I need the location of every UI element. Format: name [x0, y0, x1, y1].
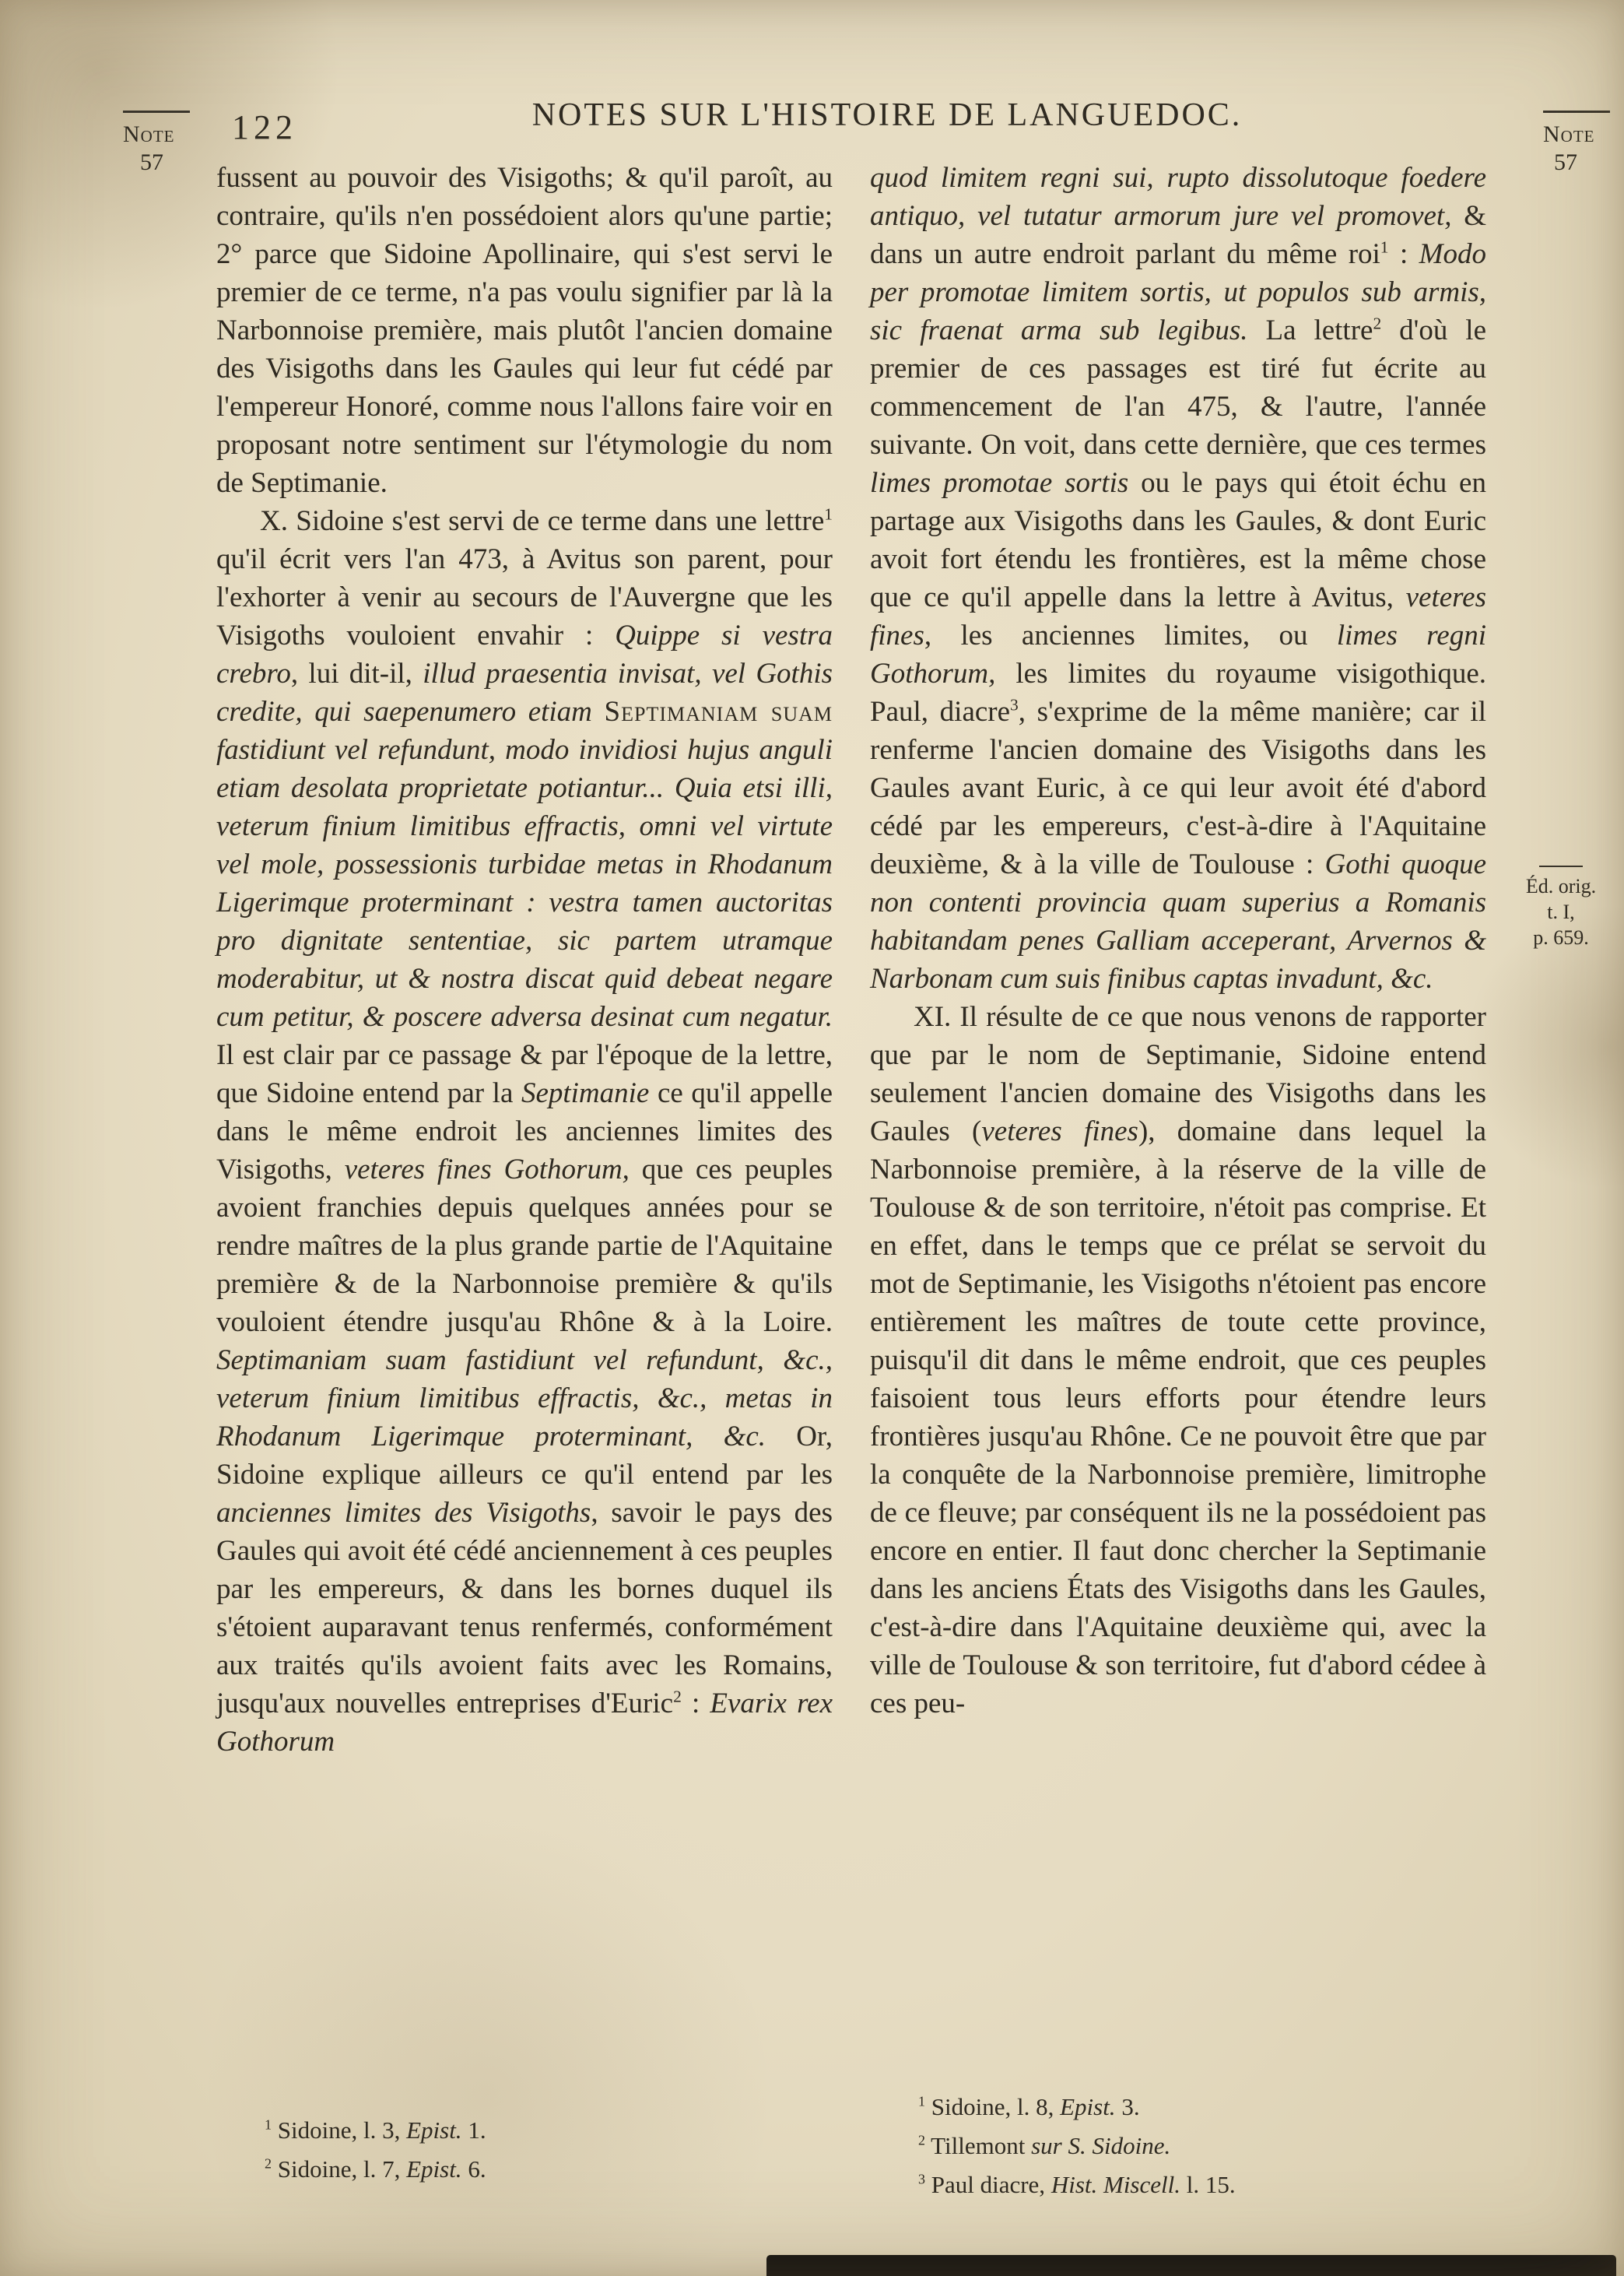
paragraph	[216, 502, 833, 1761]
text-run: , les anciennes limites, ou	[924, 620, 1337, 652]
right-column-text	[870, 159, 1486, 1723]
edition-note-line: t. I,	[1547, 901, 1575, 923]
margin-note-left	[123, 111, 209, 177]
text-run: Il est clair par ce passage & par l'époque de la lettre, que Sidoine entend par la	[216, 1039, 833, 1109]
paragraph	[870, 159, 1486, 998]
italic-text: Hist. Miscell.	[1051, 2171, 1180, 2198]
italic-text: quod limitem regni sui, rupto dissolutoque foedere antiquo, vel tutatur armorum jure vel promovet,	[870, 162, 1486, 232]
text-run: les limites du royaume visigothique. Paul, diacre	[870, 658, 1486, 728]
text-run: 6.	[461, 2155, 486, 2183]
italic-text: Quippe si vestra crebro	[216, 620, 833, 690]
footnote-marker: 3	[1010, 695, 1019, 715]
text-run: Or, Sidoine explique ailleurs ce qu'il entend par les	[216, 1421, 833, 1491]
text-run: XI. Il résulte de ce que nous venons de rapporter que par le nom de Septimanie, Sidoine entend seulement l'ancien domaine des Visigoths dans les Gaules (	[870, 1001, 1486, 1147]
italic-text: illud praesentia invisat, vel Gothis credite, qui saepenumero etiam	[216, 658, 833, 728]
italic-text: anciennes limites des Visigoths	[216, 1497, 591, 1529]
paragraph	[216, 159, 833, 502]
footnote-marker: 2	[265, 2155, 272, 2172]
text-run: d'où le premier de ces passages est tiré fut écrite au commencement de l'an 475, & l'autre, l'année suivante. On voit, dans cette dernière, que ces termes	[870, 314, 1487, 461]
text-run: & dans un autre endroit parlant du même roi	[870, 200, 1486, 270]
italic-text: veteres fines	[870, 581, 1486, 652]
text-run: Paul diacre,	[924, 2171, 1051, 2198]
paragraph	[870, 998, 1486, 1723]
footnote	[870, 2127, 1486, 2165]
text-run: que ces peuples avoient franchies depuis quelques années pour se rendre maîtres de la plus grande partie de l'Aquitaine première & de la Narbonnoise première & qu'ils vouloient étendre jusqu'au Rhône & à la Loire.	[216, 1154, 833, 1338]
text-run: X. Sidoine s'est servi de ce terme dans une lettre	[260, 505, 825, 537]
footnote	[216, 2150, 833, 2189]
text-run: Tillemont	[924, 2132, 1032, 2159]
footnote	[870, 2165, 1486, 2204]
page-number: 122	[232, 108, 297, 146]
text-run: ce qu'il appelle dans le même endroit les anciennes limites des Visigoths,	[216, 1077, 833, 1185]
footnote	[216, 2111, 833, 2150]
italic-text: Gothi quoque non contenti provincia quam superius a Romanis habitandam penes Galliam acceperant, Arvernos & Narbonam cum suis finibus captas invadunt, &c.	[870, 848, 1486, 995]
edition-note-line: Éd. orig.	[1525, 875, 1597, 897]
right-column	[870, 159, 1486, 1723]
italic-text: Epist.	[406, 2155, 462, 2183]
text-run: Sidoine, l. 8,	[924, 2093, 1061, 2120]
text-run: , s'exprime de la même manière; car il renferme l'ancien domaine des Visigoths dans les Gaules avant Euric, à ce qui leur avoit été d'abord cédé par les empereurs, c'est-à-dire à l'Aquitaine deuxième, & à la ville de Toulouse :	[870, 696, 1486, 880]
margin-rule	[123, 111, 190, 113]
text-run: 1.	[461, 2116, 486, 2144]
italic-text: Epist.	[1060, 2093, 1116, 2120]
italic-text: veteres fines	[981, 1115, 1138, 1147]
footnote-marker: 1	[824, 504, 833, 524]
italic-text: sur S. Sidoine.	[1031, 2132, 1171, 2159]
margin-rule	[1543, 111, 1610, 113]
italic-text: Evarix rex Gothorum	[216, 1688, 833, 1758]
scan-black-bar	[766, 2255, 1616, 2276]
footnote-marker: 2	[673, 1687, 682, 1706]
margin-note-number: 57	[140, 149, 163, 175]
text-run: :	[1388, 238, 1419, 270]
text-run: qu'il écrit vers l'an 473, à Avitus son parent, pour l'exhorter à venir au secours de l'Auvergne que les Visigoths vouloient envahir :	[216, 543, 833, 652]
text-run: Sidoine, l. 3,	[271, 2116, 407, 2144]
text-run: , lui dit-il,	[290, 658, 423, 690]
italic-text: limes promotae sortis	[870, 467, 1129, 499]
margin-note-right	[1543, 111, 1618, 177]
text-run: l. 15.	[1180, 2171, 1236, 2198]
italic-text: Epist.	[406, 2116, 462, 2144]
italic-text: veteres fines Gothorum,	[344, 1154, 630, 1185]
edition-note-line: p. 659.	[1533, 926, 1589, 949]
italic-text: Modo per promotae limitem sortis, ut populos sub armis, sic fraenat arma sub legibus.	[870, 238, 1486, 346]
text-run: , savoir le pays des Gaules qui avoit été cédé anciennement à ces peuples par les empereurs, & dans les bornes duquel ils s'étoient auparavant tenus renfermés, conformément aux traités qu'ils avoient faits avec les Romains, jusqu'aux nouvelles entreprises d'Euric	[216, 1497, 833, 1719]
text-run: ), domaine dans lequel la Narbonnoise première, à la réserve de la ville de Toulouse & de son territoire, n'étoit pas comprise. Et en effet, dans le temps que ce prélat se servoit du mot de Septimanie, les Visigoths n'étoient pas encore entièrement les maîtres de toute cette province, puisqu'il dit dans le même endroit, que ces peuples faisoient tous leurs efforts pour étendre leurs frontières jusqu'au Rhône. Ce ne pouvoit être que par la conquête de la Narbonnoise première, limitrophe de ce fleuve; par conséquent ils ne la possédoient pas encore en entier. Il faut donc chercher la Septimanie dans les anciens États des Visigoths dans les Gaules, c'est-à-dire dans l'Aquitaine deuxième qui, avec la ville de Toulouse & son territoire, fut d'abord cédee à ces peu-	[870, 1115, 1486, 1719]
text-run: :	[681, 1688, 710, 1719]
italic-text: Septimaniam suam fastidiunt vel refundunt, &c., veterum finium limitibus effractis, &c., metas in Rhodanum Ligerimque proterminant, &c.	[216, 1344, 833, 1452]
text-run: Sidoine, l. 7,	[271, 2155, 407, 2183]
left-column	[216, 159, 833, 1761]
margin-note-number: 57	[1554, 149, 1577, 175]
italic-text: fastidiunt vel refundunt, modo invidiosi hujus anguli etiam desolata proprietate potiantur... Quia etsi illi, veterum finium limitibus effractis, omni vel virtute vel mole, possessionis turbidae metas in Rhodanum Ligerimque proterminant : vestra tamen auctoritas pro dignitate sententiae, sic partem utramque moderabitur, ut & nostra discat quid debeat negare cum petitur, & poscere adversa desinat cum negatur.	[216, 734, 833, 1033]
footnote-marker: 2	[1373, 314, 1382, 333]
right-footnotes	[870, 2088, 1486, 2204]
margin-rule	[1539, 866, 1583, 867]
text-run: La lettre	[1247, 314, 1373, 346]
margin-note-label: Note	[1543, 121, 1595, 147]
text-run: ou le pays qui étoit échu en partage aux Visigoths dans les Gaules, & dont Euric avoit fort étendu les frontières, est la même chose que ce qu'il appelle dans la lettre à Avitus,	[870, 467, 1486, 613]
footnote-marker: 1	[918, 2093, 925, 2109]
left-footnotes	[216, 2111, 833, 2189]
footnote-marker: 2	[918, 2132, 925, 2148]
footnote-marker: 1	[265, 2116, 272, 2133]
margin-note-label: Note	[123, 121, 175, 147]
footnote	[870, 2088, 1486, 2127]
smallcaps-text: Septimaniam suam	[604, 696, 833, 728]
left-column-text	[216, 159, 833, 1761]
edition-margin-note	[1503, 866, 1619, 950]
text-run: 3.	[1115, 2093, 1140, 2120]
italic-text: limes regni Gothorum,	[870, 620, 1486, 690]
footnote-marker: 3	[918, 2171, 925, 2187]
page-title: NOTES SUR L'HISTOIRE DE LANGUEDOC.	[531, 97, 1243, 133]
footnote-marker: 1	[1380, 237, 1389, 257]
text-run: fussent au pouvoir des Visigoths; & qu'il paroît, au contraire, qu'ils n'en possédoient alors qu'une partie; 2° parce que Sidoine Apollinaire, qui s'est servi le premier de ce terme, n'a pas voulu signifier par là la Narbonnoise première, mais plutôt l'ancien domaine des Visigoths dans les Gaules qui leur fut cédé par l'empereur Honoré, comme nous l'allons faire voir en proposant notre sentiment sur l'étymologie du nom de Septimanie.	[216, 162, 833, 499]
italic-text: Septimanie	[521, 1077, 650, 1109]
